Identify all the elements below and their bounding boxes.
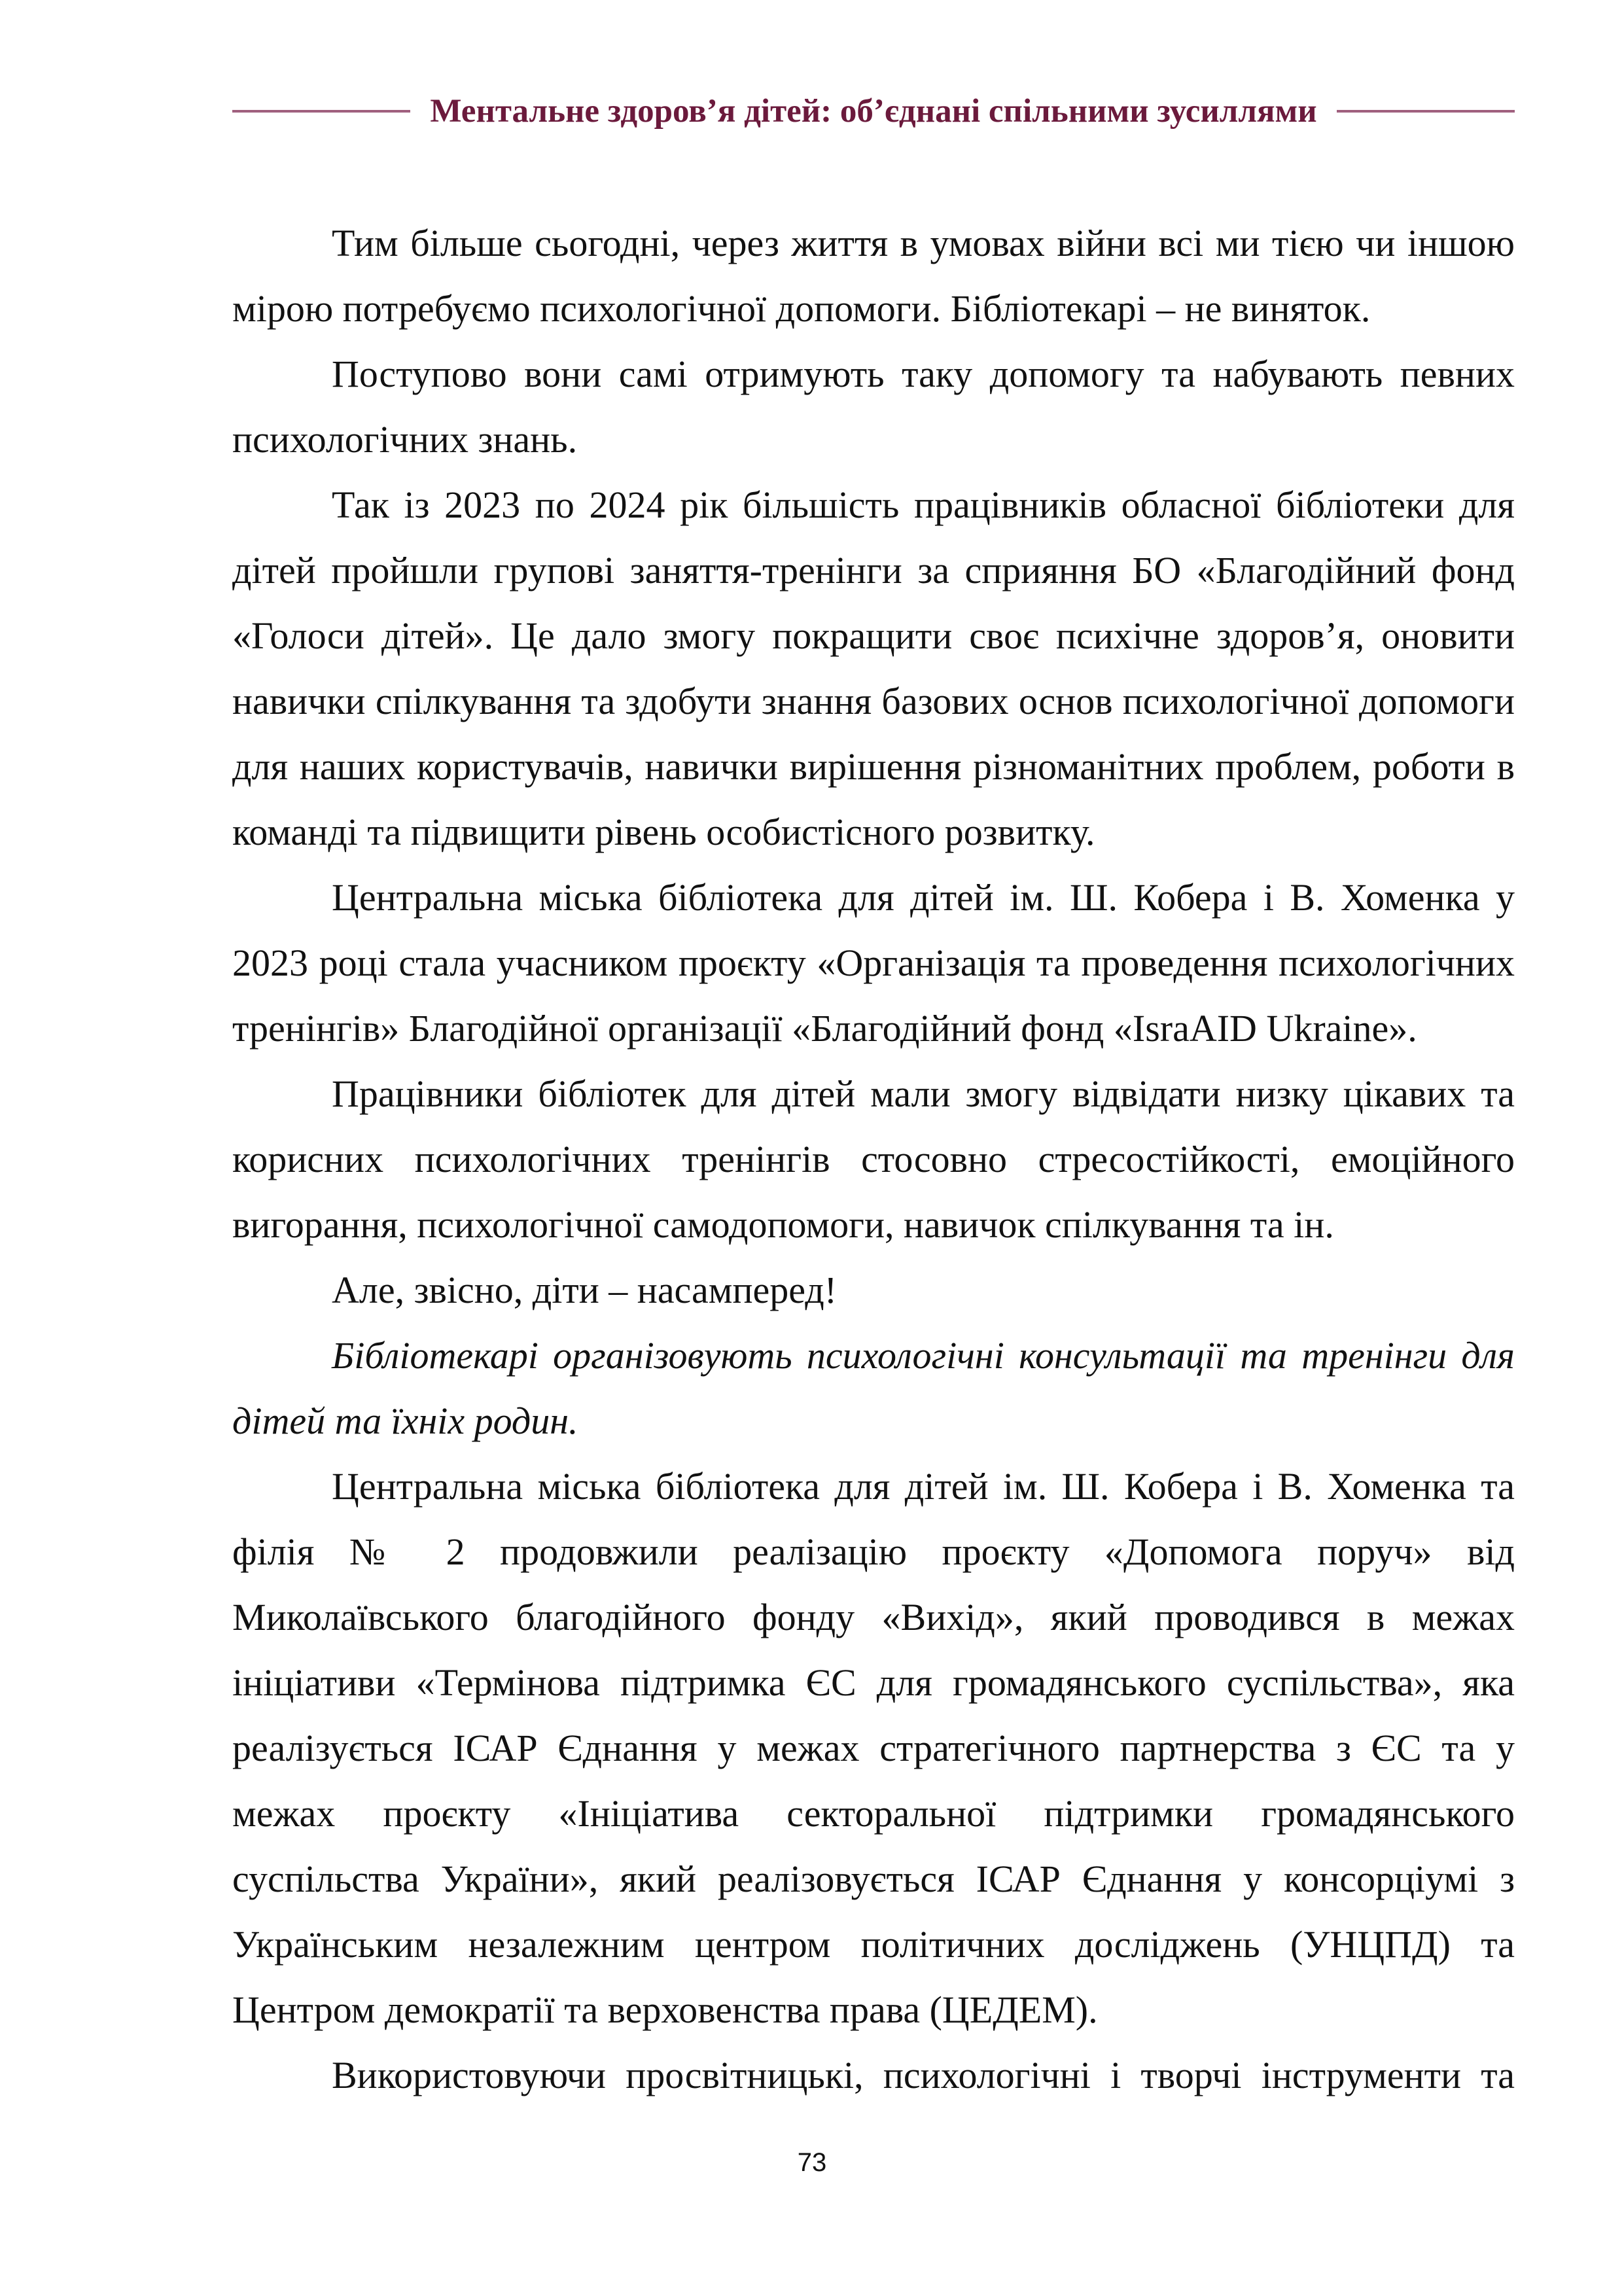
paragraph: Центральна міська бібліотека для дітей ім. Ш. Кобера і В. Хоменка у 2023 році стала учасником проєкту «Організація та проведення психологічних тренінгів» Благодійної організації «Благодійний фонд «IsraAID Ukraine». [232, 876, 1515, 1050]
paragraph: Але, звісно, діти – насамперед! [332, 1269, 838, 1311]
running-header [232, 88, 1515, 134]
paragraph-last-line: Використовуючи просвітницькі, психологічні і творчі інструменти та [332, 2054, 1515, 2096]
body-text [232, 211, 1515, 2108]
page-number: 73 [797, 2148, 827, 2177]
paragraph: Тим більше сьогодні, через життя в умовах війни всі ми тією чи іншою мірою потребуємо психологічної допомоги. Бібліотекарі – не виняток. [232, 222, 1515, 330]
header-title: Ментальне здоров’я дітей: об’єднані спільними зусиллями [430, 93, 1317, 130]
header-rule-left [232, 110, 410, 113]
header-rule-right [1337, 110, 1515, 113]
paragraph: Працівники бібліотек для дітей мали змогу відвідати низку цікавих та корисних психологічних тренінгів стосовно стресостійкості, емоційного вигорання, психологічної самодопомоги, навичок спілкування та ін. [232, 1072, 1515, 1246]
italic-paragraph: Бібліотекарі організовують психологічні консультації та тренінги для дітей та їхніх родин. [232, 1334, 1515, 1442]
paragraph: Так із 2023 по 2024 рік більшість працівників обласної бібліотеки для дітей пройшли групові заняття-тренінги за сприяння БО «Благодійний фонд «Голоси дітей». Це дало змогу покращити своє психічне здоров’я, оновити навички спілкування та здобути знання базових основ психологічної допомоги для наших користувачів, навички вирішення різноманітних проблем, роботи в команді та підвищити рівень особистісного розвитку. [232, 484, 1515, 853]
paragraph: Центральна міська бібліотека для дітей ім. Ш. Кобера і В. Хоменка та філія № 2 продовжили реалізацію проєкту «Допомога поруч» від Миколаївського благодійного фонду «Вихід», який проводився в межах ініціативи «Термінова підтримка ЄС для громадянського суспільства», яка реалізується ІСАР Єднання у межах стратегічного партнерства з ЄС та у межах проєкту «Ініціатива секторальної підтримки громадянського суспільства України», який реалізовується ІСАР Єднання у консорціумі з Українським незалежним центром політичних досліджень (УНЦПД) та Центром демократії та верховенства права (ЦЕДЕМ). [232, 1465, 1515, 2031]
paragraph: Поступово вони самі отримують таку допомогу та набувають певних психологічних знань. [232, 353, 1515, 461]
